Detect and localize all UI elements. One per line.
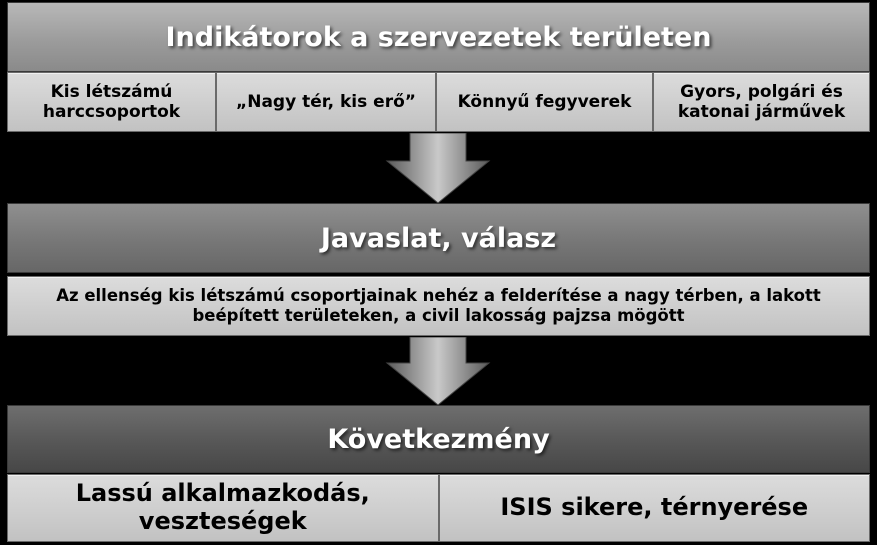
consequence-box-2: ISIS sikere, térnyerése [439, 474, 871, 542]
proposal-text: Az ellenség kis létszámú csoportjainak nehéz a felderítése a nagy térben, a lakott beépített területeken, a civil lakosság pajzsa mögött [7, 276, 870, 336]
indicators-header: Indikátorok a szervezetek területen [7, 2, 870, 72]
indicator-box-1: Kis létszámú harccsoportok [7, 72, 216, 132]
down-arrow-icon [385, 133, 491, 205]
indicator-box-3: Könnyű fegyverek [436, 72, 653, 132]
indicator-box-2: „Nagy tér, kis erő” [216, 72, 436, 132]
proposal-header: Javaslat, válasz [7, 203, 870, 273]
indicator-box-4: Gyors, polgári és katonai járművek [653, 72, 870, 132]
indicators-row [7, 72, 870, 132]
consequence-header: Következmény [7, 405, 870, 473]
consequence-box-1: Lassú alkalmazkodás, veszteségek [7, 474, 439, 542]
consequence-row [7, 474, 870, 542]
down-arrow-icon [385, 337, 491, 407]
proposal-row [7, 276, 870, 336]
